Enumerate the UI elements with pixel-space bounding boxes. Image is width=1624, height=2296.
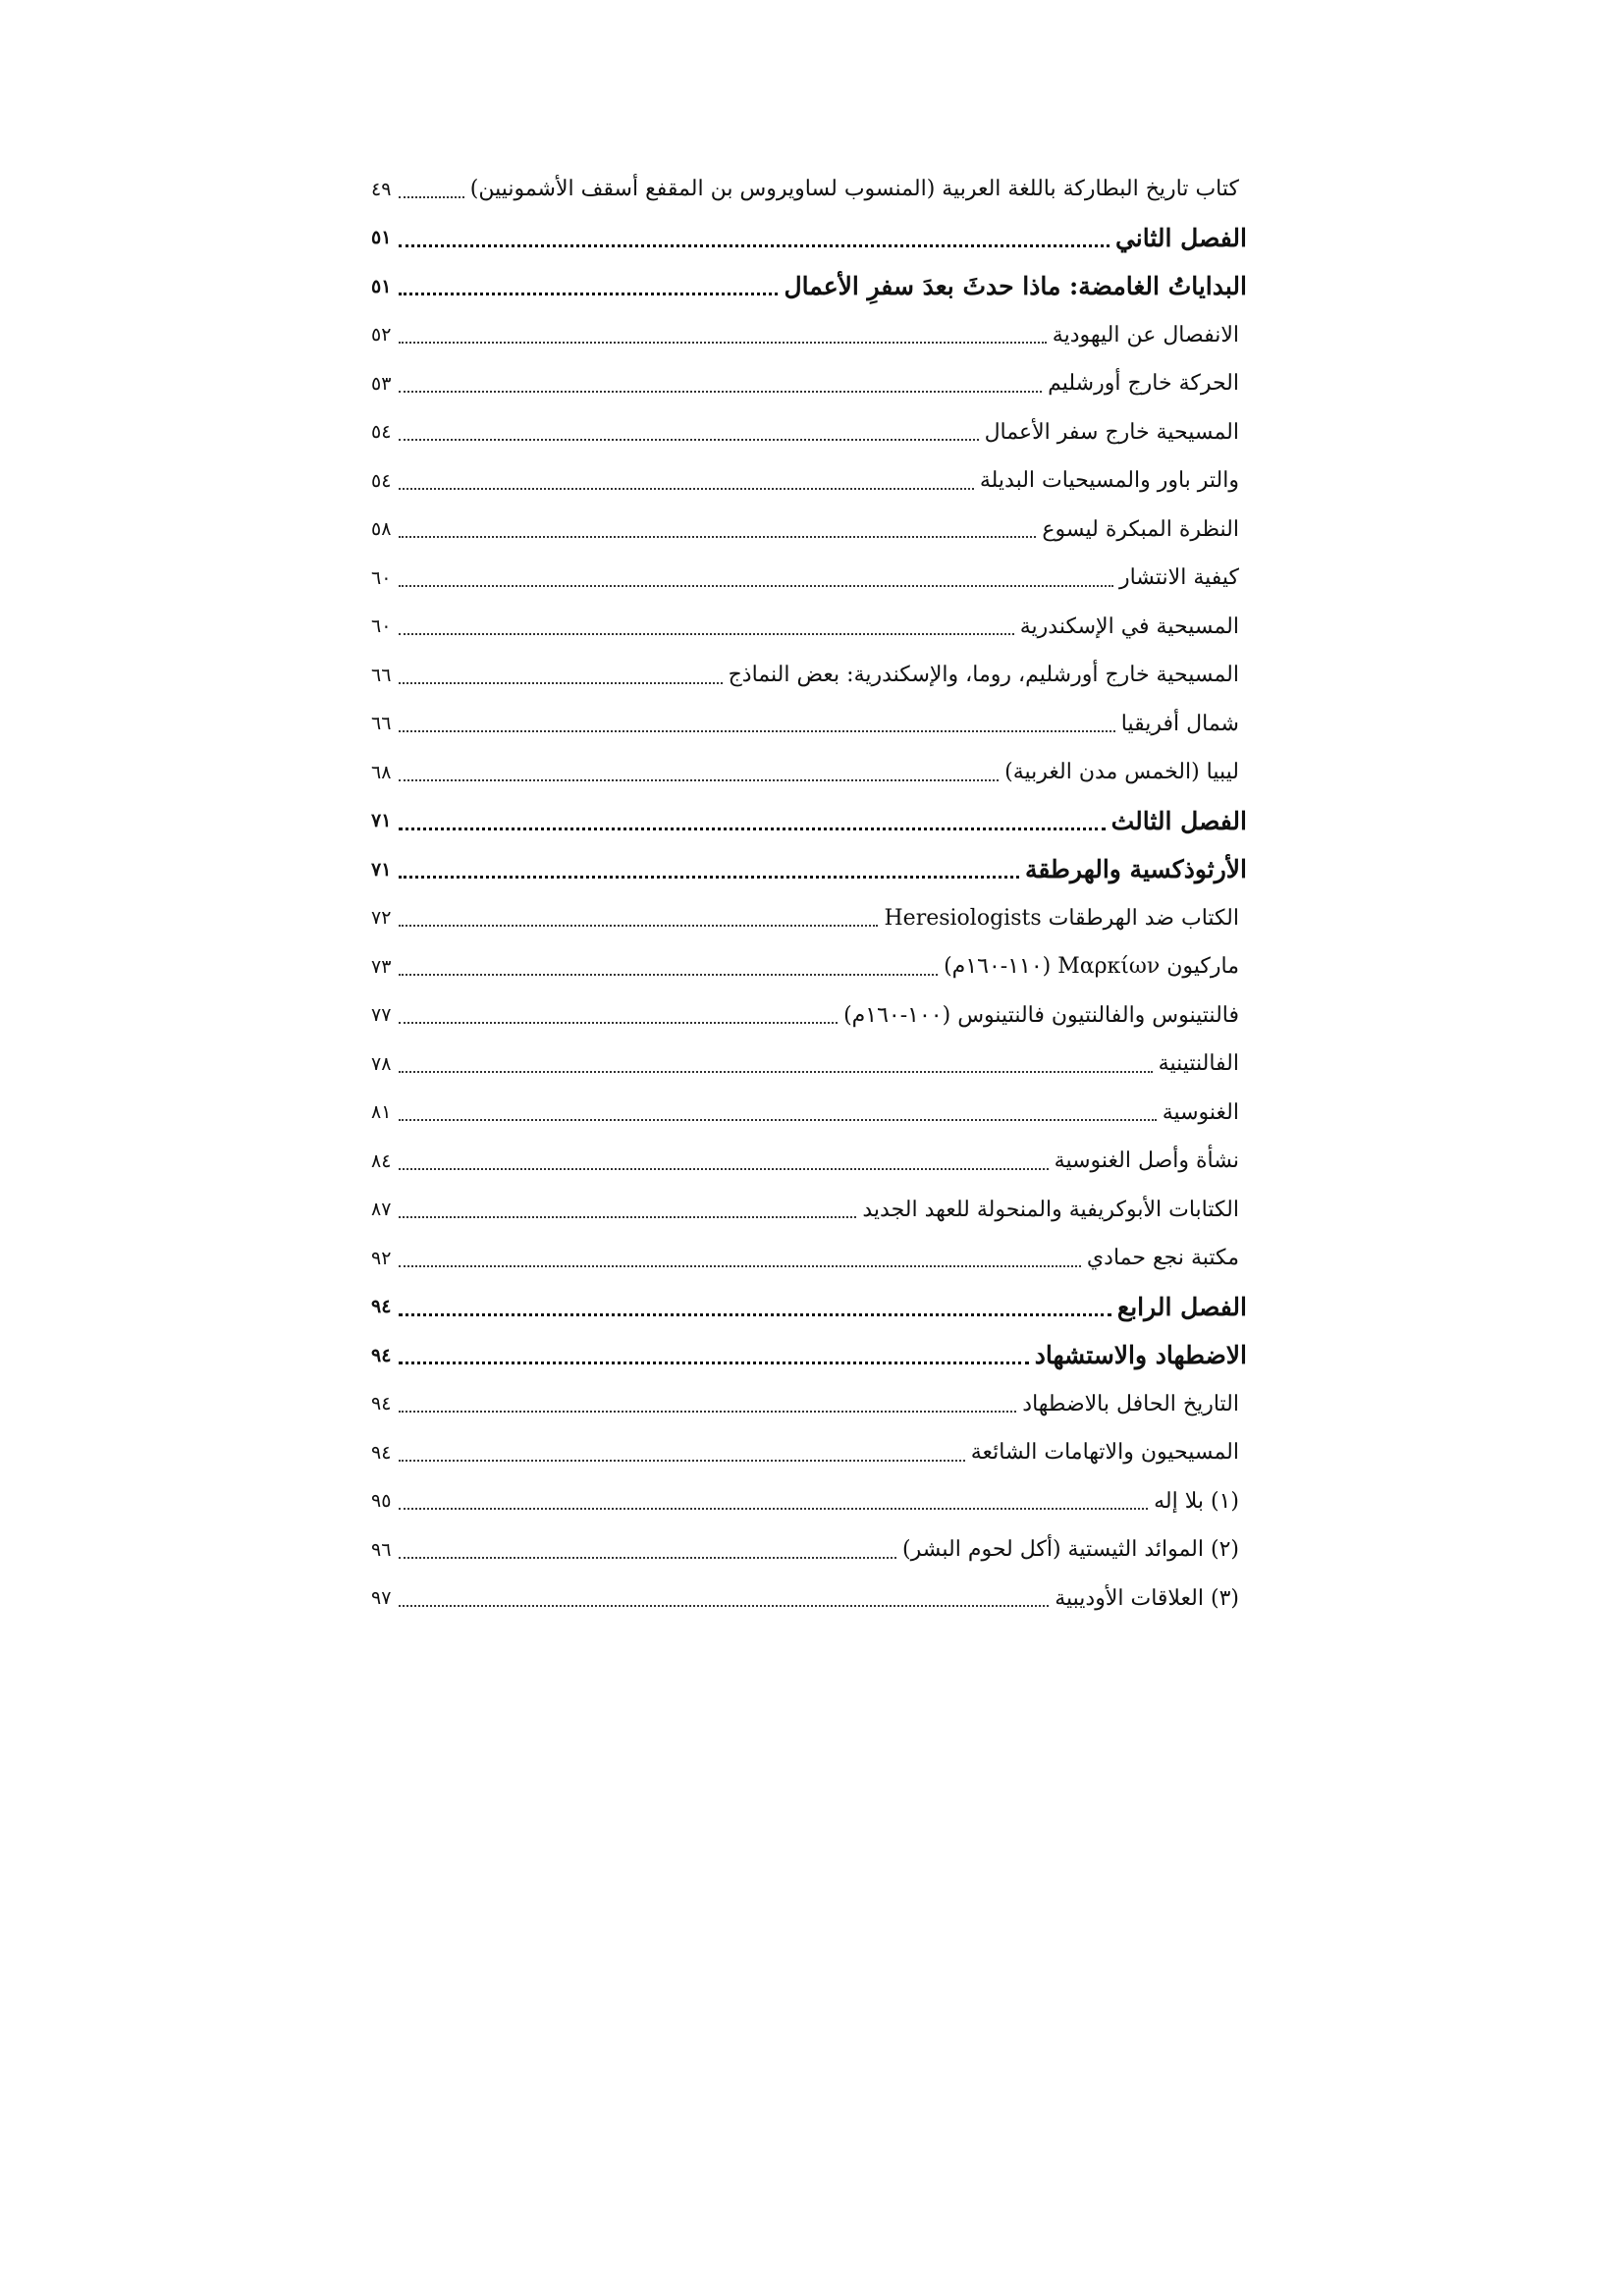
toc-entry-title: الفصل الثالث <box>1110 806 1247 835</box>
toc-entry-row <box>371 1040 1247 1089</box>
dot-leader <box>399 585 1113 587</box>
toc-entry-title: ليبيا (الخمس مدن الغربية) <box>1004 760 1239 785</box>
toc-entry-title: مكتبة نجع حمادي <box>1086 1246 1239 1271</box>
toc-entry-title: الحركة خارج أورشليم <box>1048 371 1239 397</box>
toc-entry-title: الكتاب ضد الهرطقات Heresiologists <box>884 905 1239 931</box>
toc-page-number: ٨١ <box>371 1101 392 1124</box>
dot-leader <box>399 974 938 976</box>
toc-entry-title: الأرثوذكسية والهرطقة <box>1024 855 1247 884</box>
dot-leader <box>399 1313 1110 1316</box>
toc-page-number: ٩٤ <box>371 1393 392 1415</box>
toc-page-number: ٥٤ <box>371 469 392 492</box>
dot-leader <box>399 876 1019 879</box>
toc-entry-title: الكتابات الأبوكريفية والمنحولة للعهد الجديد <box>862 1197 1239 1222</box>
toc-page-number: ٧٢ <box>371 907 392 930</box>
toc-entry-title: الفصل الرابع <box>1116 1292 1247 1321</box>
dot-leader <box>399 1168 1048 1170</box>
toc-entry-row <box>371 165 1247 214</box>
toc-entry-title: ماركيون Μαρκίων (١١٠-١٦٠م) <box>944 954 1239 980</box>
toc-entry-title: النظرة المبكرة ليسوع <box>1042 516 1239 542</box>
toc-entry-row <box>371 748 1247 797</box>
toc-entry-row <box>371 554 1247 603</box>
toc-entry-row <box>371 1186 1247 1235</box>
toc-entry-title: المسيحية خارج سفر الأعمال <box>984 419 1239 445</box>
toc-heading-row <box>371 797 1247 846</box>
toc-heading-row <box>371 214 1247 263</box>
toc-entry-title: نشأة وأصل الغنوسية <box>1054 1148 1239 1174</box>
toc-page-number: ٩٦ <box>371 1538 392 1561</box>
dot-leader <box>399 439 978 441</box>
dot-leader <box>399 391 1042 393</box>
toc-entry-title: كيفية الانتشار <box>1118 565 1239 591</box>
toc-entry-row <box>371 408 1247 457</box>
dot-leader <box>399 682 722 684</box>
toc-page-number: ٥٨ <box>371 518 392 541</box>
dot-leader <box>399 1508 1148 1510</box>
toc-entry-row <box>371 603 1247 652</box>
toc-entry-title: (١) بلا إله <box>1154 1488 1239 1514</box>
toc-entry-row <box>371 1380 1247 1429</box>
toc-page-number: ٤٩ <box>371 178 392 200</box>
toc-page-number: ٧١ <box>371 810 392 832</box>
toc-entry-row <box>371 1234 1247 1283</box>
toc-page-number: ٩٤ <box>371 1441 392 1464</box>
toc-entry-title: البداياتُ الغامضة: ماذا حدثَ بعدَ سفرِ الأعمال <box>784 272 1247 301</box>
toc-entry-row <box>371 506 1247 555</box>
toc-page-number: ٦٦ <box>371 713 392 735</box>
toc-entry-title: الفالنتينية <box>1158 1051 1239 1077</box>
toc-entry-row <box>371 1575 1247 1624</box>
toc-heading-row <box>371 262 1247 311</box>
toc-entry-title: والتر باور والمسيحيات البديلة <box>979 468 1239 494</box>
toc-page-number: ٨٤ <box>371 1149 392 1172</box>
toc-page-number: ٩٤ <box>371 1296 392 1318</box>
toc-entry-row <box>371 456 1247 506</box>
toc-page-number: ٦٠ <box>371 566 392 589</box>
dot-leader <box>399 730 1114 732</box>
dot-leader <box>399 925 878 927</box>
toc-heading-row <box>371 1283 1247 1332</box>
toc-entry-row <box>371 1089 1247 1138</box>
toc-entry-title: شمال أفريقيا <box>1120 711 1239 736</box>
toc-entry-title: (٢) الموائد الثيستية (أكل لحوم البشر) <box>902 1537 1239 1563</box>
toc-entry-title: المسيحيون والاتهامات الشائعة <box>970 1440 1239 1466</box>
toc-heading-row <box>371 1331 1247 1380</box>
dot-leader <box>399 536 1036 538</box>
dot-leader <box>399 488 973 490</box>
dot-leader <box>399 1362 1028 1364</box>
dot-leader <box>399 633 1013 635</box>
toc-entry-title: المسيحية خارج أورشليم، روما، والإسكندرية: بعض النماذج <box>728 663 1239 688</box>
toc-entry-title: الفصل الثاني <box>1114 223 1247 252</box>
dot-leader <box>399 342 1046 344</box>
toc-entry-row <box>371 700 1247 749</box>
toc-entry-row <box>371 1428 1247 1477</box>
toc-page-number: ٩٢ <box>371 1247 392 1269</box>
dot-leader <box>399 779 999 781</box>
toc-entry-row <box>371 942 1247 991</box>
toc-entry-row <box>371 651 1247 700</box>
toc-entry-title: (٣) العلاقات الأوديبية <box>1055 1585 1239 1611</box>
table-of-contents <box>371 165 1247 1623</box>
toc-page-number: ٥٣ <box>371 372 392 395</box>
toc-page-number: ٨٧ <box>371 1199 392 1221</box>
toc-entry-row <box>371 991 1247 1041</box>
dot-leader <box>399 828 1105 830</box>
toc-page-number: ٩٤ <box>371 1344 392 1366</box>
toc-entry-row <box>371 359 1247 408</box>
toc-entry-title: كتاب تاريخ البطاركة باللغة العربية (المنسوب لساويروس بن المقفع أسقف الأشمونيين) <box>469 177 1239 202</box>
toc-entry-title: الاضطهاد والاستشهاد <box>1034 1341 1247 1370</box>
dot-leader <box>399 1216 856 1218</box>
toc-page-number: ٥١ <box>371 275 392 297</box>
toc-page-number: ٧٨ <box>371 1052 392 1075</box>
dot-leader <box>399 1605 1049 1607</box>
toc-entry-row <box>371 1477 1247 1526</box>
dot-leader <box>399 1265 1081 1267</box>
dot-leader <box>399 1460 964 1462</box>
toc-entry-title: فالنتينوس والفالنتيون فالنتينوس (١٠٠-١٦٠م) <box>843 1002 1239 1028</box>
dot-leader <box>399 196 463 198</box>
dot-leader <box>399 1557 896 1559</box>
toc-page-number: ٧٧ <box>371 1004 392 1027</box>
dot-leader <box>399 1411 1016 1413</box>
dot-leader <box>399 293 778 295</box>
toc-page-number: ٥٢ <box>371 324 392 347</box>
toc-page-number: ٩٧ <box>371 1587 392 1610</box>
toc-entry-title: الانفصال عن اليهودية <box>1052 322 1239 347</box>
toc-page-number: ٥١ <box>371 227 392 249</box>
toc-entry-title: التاريخ الحافل بالاضطهاد <box>1022 1391 1239 1416</box>
toc-entry-row <box>371 894 1247 943</box>
toc-page-number: ٧١ <box>371 858 392 881</box>
dot-leader <box>399 1119 1156 1121</box>
dot-leader <box>399 244 1110 247</box>
toc-page-number: ٩٥ <box>371 1490 392 1513</box>
toc-page-number: ٦٠ <box>371 615 392 638</box>
toc-heading-row <box>371 845 1247 894</box>
toc-entry-title: المسيحية في الإسكندرية <box>1019 614 1239 639</box>
dot-leader <box>399 1022 838 1024</box>
toc-page-number: ٦٦ <box>371 664 392 686</box>
toc-entry-row <box>371 1137 1247 1186</box>
toc-page-number: ٧٣ <box>371 955 392 978</box>
toc-page-number: ٥٤ <box>371 421 392 444</box>
toc-entry-row <box>371 311 1247 360</box>
toc-page-number: ٦٨ <box>371 761 392 783</box>
toc-entry-row <box>371 1525 1247 1575</box>
toc-entry-title: الغنوسية <box>1162 1099 1239 1125</box>
dot-leader <box>399 1071 1152 1073</box>
